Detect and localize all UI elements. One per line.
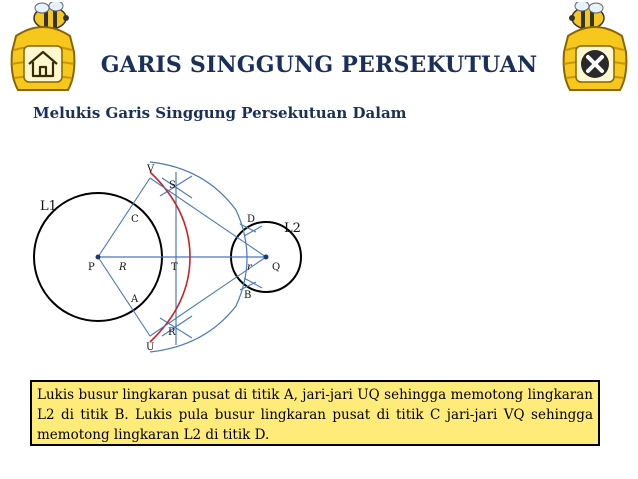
label-C: C xyxy=(131,214,139,225)
label-S: S xyxy=(169,180,176,191)
page-subtitle: Melukis Garis Singgung Persekutuan Dalam xyxy=(33,104,407,122)
label-Q: Q xyxy=(272,262,281,273)
label-L2: L2 xyxy=(284,221,301,236)
page-title: GARIS SINGGUNG PERSEKUTUAN xyxy=(100,52,538,78)
line-PV xyxy=(98,178,150,257)
label-L1: L1 xyxy=(40,199,57,214)
instruction-box: Lukis busur lingkaran pusat di titik A, jari-jari UQ sehingga memotong lingkaran L2 di titik B. Lukis pula busur lingkaran pusat di titik C jari-jari VQ sehingga memotong lingkaran L2 di titik D. xyxy=(30,380,600,446)
label-A: A xyxy=(131,294,139,305)
label-V: V xyxy=(147,164,155,175)
label-R-radius: R xyxy=(119,262,127,273)
label-D: D xyxy=(247,214,256,225)
label-P: P xyxy=(88,262,95,273)
label-T: T xyxy=(171,262,178,273)
label-U: U xyxy=(146,342,155,353)
label-R-point: R xyxy=(168,327,176,338)
label-r-radius: r xyxy=(247,262,252,273)
label-B: B xyxy=(244,290,252,301)
point-Q xyxy=(264,255,269,260)
point-P xyxy=(96,255,101,260)
